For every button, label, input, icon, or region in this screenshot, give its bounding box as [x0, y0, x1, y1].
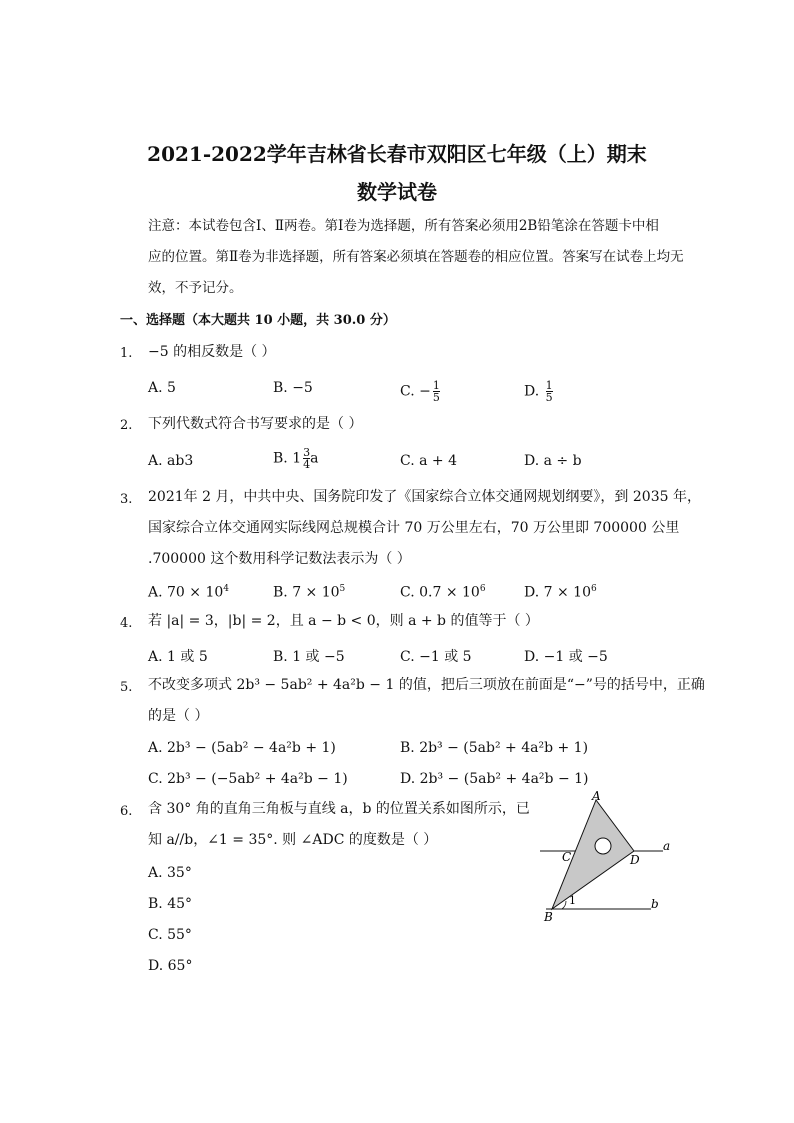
option-b: B. 2b³ − (5ab² + 4a²b + 1): [400, 740, 589, 756]
option-c: [400, 584, 486, 601]
section-header: 一、选择题（本大题共 10 小题，共 30.0 分）: [120, 313, 396, 328]
fraction-numerator: 3: [303, 446, 311, 459]
option-c: C. −1 或 5: [400, 649, 472, 665]
exponent: 4: [223, 584, 230, 594]
question-stem: 国家综合立体交通网实际线网总规模合计 70 万公里左右，70 万公里即 700000 公里: [148, 520, 680, 536]
variable-a: a: [310, 450, 319, 467]
question-stem: 若 |a| = 3，|b| = 2，且 a − b < 0，则 a + b 的值等于（ ）: [148, 613, 539, 629]
notice-line-2: 应的位置。第Ⅱ卷为非选择题，所有答案必须填在答题卷的相应位置。答案写在试卷上均无: [148, 249, 684, 265]
exam-title-line1: 2021-2022学年吉林省长春市双阳区七年级（上）期末: [147, 142, 647, 166]
question-number: 4.: [120, 616, 133, 631]
option-b: B. −5: [273, 380, 313, 396]
question-stem: 下列代数式符合书写要求的是（ ）: [148, 416, 363, 432]
label-C: C: [562, 850, 572, 864]
question-stem: 知 a//b，∠1 = 35°. 则 ∠ADC 的度数是（ ）: [148, 832, 438, 848]
option-b-text: B. 1: [273, 450, 302, 467]
question-stem: −5 的相反数是（ ）: [148, 344, 276, 360]
fraction-denominator: 5: [545, 391, 553, 404]
exponent: 5: [339, 584, 346, 594]
option-a: A. 5: [148, 380, 176, 396]
question-number: 2.: [120, 418, 133, 433]
fraction-denominator: 4: [303, 458, 311, 471]
option-b: [273, 584, 345, 601]
notice-line-3: 效，不予记分。: [148, 280, 243, 296]
question-number: 6.: [120, 804, 133, 819]
option-a-text: A. 70 × 10: [148, 584, 224, 601]
fraction: [433, 380, 440, 403]
option-d-text: D. 7 × 10: [524, 584, 591, 601]
option-d: [524, 380, 553, 403]
option-b: B. 1 或 −5: [273, 649, 345, 665]
option-c-text: C. −: [400, 383, 431, 400]
question-stem: 2021年 2 月，中共中央、国务院印发了《国家综合立体交通网规划纲要》，到 2035 年，: [148, 489, 701, 505]
option-b: [273, 447, 318, 470]
option-d: D. −1 或 −5: [524, 649, 608, 665]
triangle-figure: [536, 788, 676, 928]
question-stem: .700000 这个数用科学记数法表示为（ ）: [148, 551, 411, 567]
label-angle-1: 1: [569, 894, 576, 907]
option-c: C. 2b³ − (−5ab² + 4a²b − 1): [148, 771, 348, 787]
question-number: 3.: [120, 492, 133, 507]
option-a: A. 2b³ − (5ab² − 4a²b + 1): [148, 740, 336, 756]
option-a: [148, 584, 229, 601]
label-B: B: [544, 910, 553, 924]
option-d: D. 65°: [148, 958, 193, 974]
label-A: A: [592, 789, 601, 803]
question-stem: 不改变多项式 2b³ − 5ab² + 4a²b − 1 的值，把后三项放在前面是“−”号的括号中，正确: [148, 677, 705, 693]
exponent: 6: [479, 584, 486, 594]
question-stem: 的是（ ）: [148, 708, 209, 724]
label-line-a: a: [663, 839, 671, 853]
angle-arc: [562, 901, 566, 909]
triangle-hole: [595, 838, 611, 854]
option-d: [524, 584, 597, 601]
option-a: A. 35°: [148, 865, 192, 881]
question-stem: 含 30° 角的直角三角板与直线 a，b 的位置关系如图所示，已: [148, 801, 530, 817]
option-a: A. ab3: [148, 453, 194, 469]
option-b-text: B. 7 × 10: [273, 584, 340, 601]
exam-title-line2: 数学试卷: [357, 180, 437, 204]
option-c: [400, 380, 440, 403]
option-c-text: C. 0.7 × 10: [400, 584, 480, 601]
option-a: A. 1 或 5: [148, 649, 208, 665]
fraction-numerator: 1: [432, 379, 440, 392]
fraction-denominator: 5: [432, 391, 440, 404]
question-number: 1.: [120, 346, 133, 361]
fraction-numerator: 1: [545, 379, 553, 392]
label-line-b: b: [651, 897, 659, 911]
option-c: C. a + 4: [400, 453, 457, 469]
option-d: D. 2b³ − (5ab² + 4a²b − 1): [400, 771, 589, 787]
option-b: B. 45°: [148, 896, 193, 912]
notice-line-1: 注意：本试卷包含Ⅰ、Ⅱ两卷。第Ⅰ卷为选择题，所有答案必须用2B铅笔涂在答题卡中相: [148, 218, 659, 234]
option-d-text: D.: [524, 383, 544, 400]
question-number: 5.: [120, 680, 133, 695]
exponent: 6: [590, 584, 597, 594]
option-d: D. a ÷ b: [524, 453, 582, 469]
option-c: C. 55°: [148, 927, 192, 943]
label-D: D: [630, 853, 640, 867]
fraction: [546, 380, 553, 403]
